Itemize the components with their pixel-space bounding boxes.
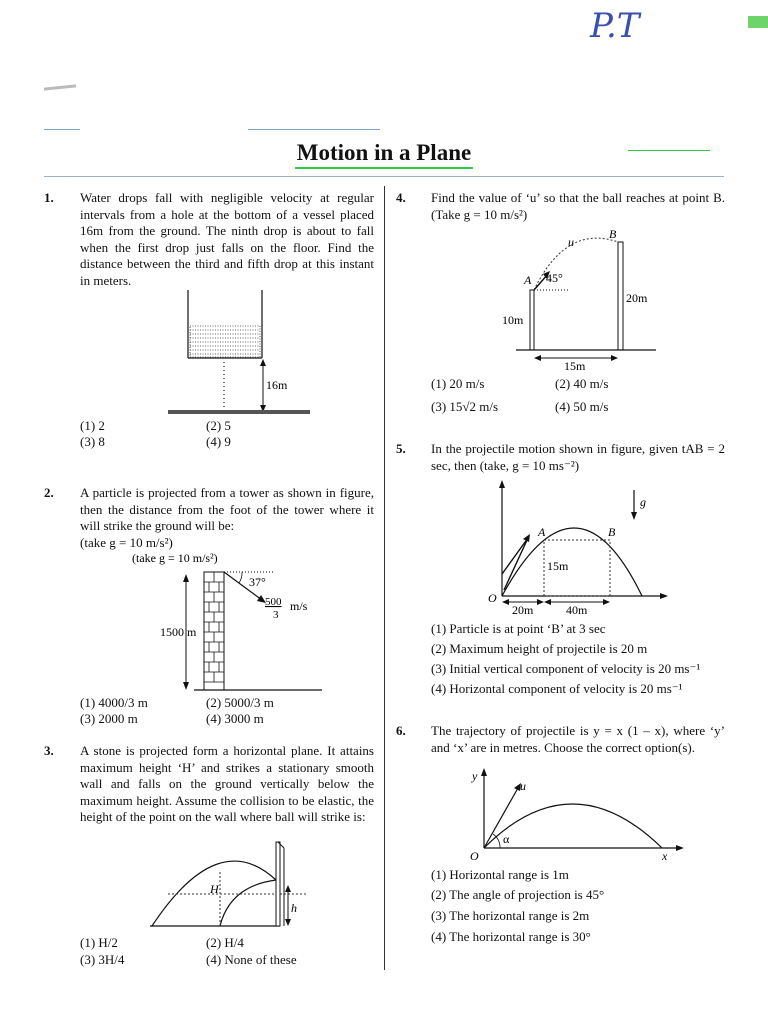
q6-number: 6.: [396, 723, 406, 738]
q5-option-2[interactable]: (2) Maximum height of projectile is 20 m: [431, 641, 648, 656]
page-title: Motion in a Plane: [0, 140, 768, 169]
q2-v-den: 3: [273, 609, 279, 621]
q2-option-1[interactable]: (1) 4000/3 m: [80, 695, 148, 710]
q4-option-1[interactable]: (1) 20 m/s: [431, 376, 485, 391]
q4-10m-label: 10m: [502, 313, 524, 327]
q5-option-4[interactable]: (4) Horizontal component of velocity is 20 ms⁻¹: [431, 681, 683, 696]
q5-B-label: B: [608, 525, 616, 539]
q1-text: Water drops fall with negligible velocity at regular intervals from a hole at the bottom of a vessel placed 16m from the ground. The ninth drop is about to fall when the first drop just falls on the floor. Find the distance between the third and fifth drop at this instant in meters.: [80, 190, 374, 288]
q3-number: 3.: [44, 743, 54, 758]
decor-stroke: [44, 84, 76, 90]
q3-option-1[interactable]: (1) H/2: [80, 935, 118, 950]
q4-option-4[interactable]: (4) 50 m/s: [555, 399, 609, 414]
q1-option-2[interactable]: (2) 5: [206, 418, 231, 433]
q2-height-label: 1500 m: [160, 625, 197, 639]
q4-B-label: B: [609, 228, 617, 241]
q5-number: 5.: [396, 441, 406, 456]
q5-20m-label: 20m: [512, 603, 534, 617]
q2-number: 2.: [44, 485, 54, 500]
q4-text: Find the value of ‘u’ so that the ball reaches at point B. (Take g = 10 m/s²): [431, 190, 725, 222]
q6-figure: [466, 764, 686, 864]
q5-text: In the projectile motion shown in figure, given tAB = 2 sec, then (take, g = 10 ms⁻²): [431, 441, 725, 473]
q4-number: 4.: [396, 190, 406, 205]
q4-20m-label: 20m: [626, 291, 648, 305]
q2-v-unit: m/s: [290, 599, 308, 613]
q2-option-3[interactable]: (3) 2000 m: [80, 711, 138, 726]
q2-take: (take g = 10 m/s²): [80, 535, 173, 550]
column-divider: [384, 186, 385, 970]
header-rule-2: [248, 129, 380, 130]
q3-option-3[interactable]: (3) 3H/4: [80, 952, 125, 967]
q4-option-2[interactable]: (2) 40 m/s: [555, 376, 609, 391]
q4-figure: [496, 228, 666, 374]
q4-angle-label: 45°: [546, 271, 563, 285]
q6-option-1[interactable]: (1) Horizontal range is 1m: [431, 867, 569, 882]
q6-option-3[interactable]: (3) The horizontal range is 2m: [431, 908, 590, 923]
q4-u-label: u: [568, 235, 574, 249]
q4-option-3[interactable]: (3) 15√2 m/s: [431, 399, 499, 414]
q2-angle-label: 37°: [249, 575, 266, 589]
q5-option-1[interactable]: (1) Particle is at point ‘B’ at 3 sec: [431, 621, 606, 636]
q5-40m-label: 40m: [566, 603, 588, 617]
q6-text: The trajectory of projectile is y = x (1 – x), where ‘y’ and ‘x’ are in metres. Choose the correct option(s).: [431, 723, 725, 755]
q5-figure: [484, 478, 670, 618]
q3-figure: [148, 838, 308, 930]
q6-option-4[interactable]: (4) The horizontal range is 30°: [431, 929, 591, 944]
corner-tab: [748, 16, 768, 28]
q6-x-label: x: [662, 849, 668, 863]
q5-A-label: A: [538, 525, 546, 539]
q2-fig-take: (take g = 10 m/s²): [132, 551, 218, 565]
q3-option-2[interactable]: (2) H/4: [206, 935, 244, 950]
q6-option-2[interactable]: (2) The angle of projection is 45°: [431, 887, 605, 902]
q3-text: A stone is projected form a horizontal plane. It attains maximum height ‘H’ and strikes a stationary smooth wall and falls on the ground vertically below the maximum height. Assume the collision to be elastic, the height of the point on the wall where ball will strike is:: [80, 743, 374, 824]
q2-v-num: 500: [265, 596, 282, 608]
q5-g-label: g: [640, 495, 646, 509]
q5-O-label: O: [488, 591, 497, 605]
q4-A-label: A: [524, 273, 532, 287]
q6-O-label: O: [470, 849, 479, 863]
q4-15m-label: 15m: [564, 359, 586, 373]
q3-option-4[interactable]: (4) None of these: [206, 952, 297, 967]
q1-option-1[interactable]: (1) 2: [80, 418, 105, 433]
q1-number: 1.: [44, 190, 54, 205]
q1-option-3[interactable]: (3) 8: [80, 434, 105, 449]
q6-u-label: u: [520, 779, 526, 793]
header-rule-1: [44, 129, 80, 130]
q2-text: A particle is projected from a tower as shown in figure, then the distance from the foot of the tower where it will strike the ground will be:: [80, 485, 374, 533]
q3-H-label: H: [210, 882, 219, 896]
q2-option-2[interactable]: (2) 5000/3 m: [206, 695, 274, 710]
q2-figure: [128, 548, 324, 694]
q1-figure: [160, 286, 310, 426]
q1-height-label: 16m: [266, 378, 288, 392]
q6-alpha-label: α: [503, 832, 510, 846]
q6-y-label: y: [472, 769, 478, 783]
q3-h-label: h: [291, 901, 297, 915]
q5-15m-label: 15m: [547, 559, 569, 573]
q5-option-3[interactable]: (3) Initial vertical component of velocity is 20 ms⁻¹: [431, 661, 701, 676]
q1-option-4[interactable]: (4) 9: [206, 434, 231, 449]
handwritten-mark: P.T: [590, 6, 640, 46]
q2-option-4[interactable]: (4) 3000 m: [206, 711, 264, 726]
title-rule: [44, 176, 724, 177]
